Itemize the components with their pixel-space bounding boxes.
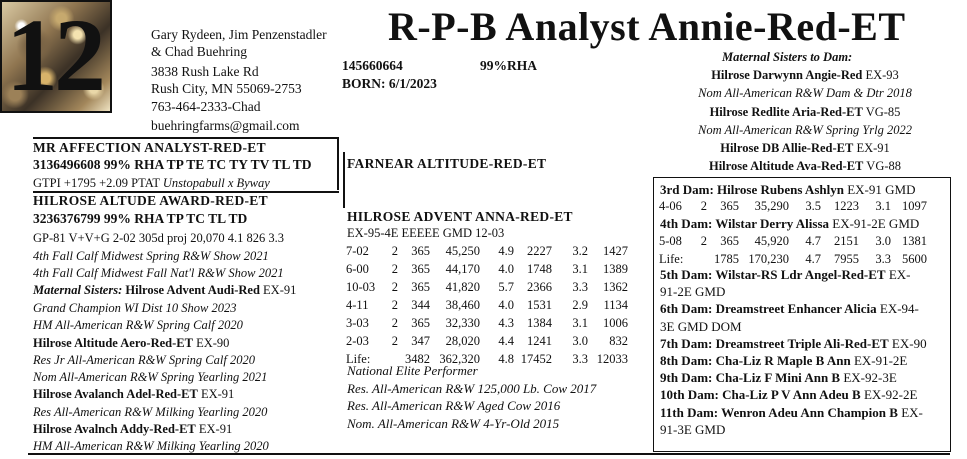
sister-name: Hilrose Avalnch Addy-Red-ET <box>33 422 196 437</box>
record-cell: 4.4 <box>498 333 514 348</box>
birth-date: BORN: 6/1/2023 <box>342 76 437 91</box>
record-cell: 4.7 <box>805 233 821 248</box>
third-dam-name: Hilrose Rubens Ashlyn <box>713 182 844 197</box>
record-cell: 28,020 <box>445 333 480 348</box>
dam-honor: 4th Fall Calf Midwest Fall Nat'l R&W Show 2021 <box>33 266 284 280</box>
record-cell: 1427 <box>603 243 628 258</box>
maternal-sister-entry <box>660 157 950 175</box>
consignor-city: Rush City, MN 55069-2753 <box>151 81 302 96</box>
record-cell: 4-11 <box>346 297 369 312</box>
record-cell: 365 <box>411 279 430 294</box>
record-cell: 4.7 <box>805 251 821 266</box>
lot-number: 12 <box>6 0 102 113</box>
record-row <box>346 278 628 296</box>
record-cell: 3.0 <box>572 333 588 348</box>
record-cell: 3.5 <box>805 198 821 213</box>
record-row <box>659 232 927 250</box>
record-cell: 2 <box>391 261 398 276</box>
record-cell: 365 <box>411 315 430 330</box>
maternal-sisters-label: Maternal Sisters: <box>33 283 123 297</box>
ancestor-score: EX-92-2E <box>860 387 918 403</box>
dam-sister-entry <box>33 335 269 352</box>
granddam-honor: Res. All-American R&W 125,000 Lb. Cow 2017 <box>347 380 597 396</box>
maternal-sister-entry <box>660 103 950 121</box>
record-cell: 1381 <box>902 233 927 248</box>
sister-honor: Nom All-American R&W Spring Yearling 2021 <box>33 370 268 385</box>
record-cell: 7955 <box>834 251 859 266</box>
granddam-name: HILROSE ADVENT ANNA-RED-ET <box>347 209 573 224</box>
record-cell: 2366 <box>527 279 552 294</box>
dam-sister-entry <box>33 421 269 438</box>
record-cell: 365 <box>720 233 739 248</box>
ancestor-score: EX-91-2E <box>850 353 908 369</box>
sire-gtpi <box>33 176 270 191</box>
sister-score: EX-90 <box>192 335 230 350</box>
granddam-honor: Nom. All-American R&W 4-Yr-Old 2015 <box>347 415 560 431</box>
record-cell: 2 <box>700 198 707 213</box>
animal-name: R-P-B Analyst Annie-Red-ET <box>388 4 906 49</box>
record-cell: 365 <box>411 261 430 276</box>
sire-top-rule <box>33 137 339 139</box>
record-cell: 17452 <box>520 351 552 366</box>
record-cell: 35,290 <box>754 198 789 213</box>
sister-honor: HM All-American R&W Spring Calf 2020 <box>33 318 243 333</box>
ancestor-name: Cha-Liz R Maple B Ann <box>712 353 851 369</box>
record-cell: 2 <box>391 333 398 348</box>
sister-score: VG-88 <box>863 159 902 174</box>
record-cell: 3.0 <box>875 233 891 248</box>
third-dam-score: EX-91 GMD <box>843 182 916 197</box>
record-cell: 2151 <box>834 233 859 248</box>
record-cell: 2 <box>391 279 398 294</box>
third-dam <box>660 181 915 198</box>
fourth-dam-score: EX-91-2E GMD <box>829 216 920 231</box>
record-row <box>346 242 628 260</box>
record-cell: 38,460 <box>445 297 480 312</box>
record-cell: 44,170 <box>445 261 480 276</box>
record-cell: 5600 <box>902 251 927 266</box>
record-cell: 45,920 <box>754 233 789 248</box>
ancestor-line <box>660 352 927 369</box>
record-cell: 2 <box>391 243 398 258</box>
ancestor-name: Dreamstreet Triple Ali-Red-ET <box>712 335 889 351</box>
bottom-rule <box>28 453 950 455</box>
record-cell: 1362 <box>603 279 628 294</box>
ancestor-score: 91-2E GMD <box>660 284 726 300</box>
granddam-honors <box>347 362 596 432</box>
record-cell: 3.3 <box>572 279 588 294</box>
record-cell: 3-03 <box>346 315 369 330</box>
sister-score: EX-93 <box>862 68 899 82</box>
sister-score: VG-85 <box>862 104 901 119</box>
ancestor-line <box>660 300 927 317</box>
record-cell: Life: <box>659 251 684 266</box>
sister-score: EX-91 <box>853 141 890 156</box>
record-cell: 4.9 <box>498 243 514 258</box>
dam-classification-record: GP-81 V+V+G 2-02 305d proj 20,070 4.1 826 3.3 <box>33 231 285 245</box>
sister-honor: Res Jr All-American R&W Spring Calf 2020 <box>33 352 255 367</box>
sister-honor: Nom All-American R&W Spring Yrlg 2022 <box>697 122 912 137</box>
dam-sister-entry <box>33 352 269 369</box>
record-cell: 2227 <box>527 243 552 258</box>
record-cell: 1384 <box>527 315 552 330</box>
record-row <box>346 314 628 332</box>
sister-name: Hilrose Darwynn Angie-Red <box>711 68 863 82</box>
sister-name: Hilrose Altitude Aero-Red-ET <box>33 335 193 350</box>
fourth-dam-label: 4th Dam: <box>660 216 713 231</box>
dam-sister-entry <box>33 386 269 403</box>
sister-name: Hilrose Avalanch Adel-Red-ET <box>33 387 198 402</box>
record-cell: 3.1 <box>875 198 891 213</box>
record-cell: 1785 <box>714 251 739 266</box>
ancestor-line <box>660 318 927 335</box>
record-cell: 4.3 <box>498 315 514 330</box>
lot-number-box <box>0 0 112 113</box>
maternal-sister-entry <box>660 84 950 102</box>
record-cell: 170,230 <box>748 251 789 266</box>
record-cell: Life: <box>346 351 371 366</box>
ancestor-label: 9th Dam: <box>660 370 713 386</box>
record-cell: 3.1 <box>572 315 588 330</box>
ancestor-label: 6th Dam: <box>660 301 713 317</box>
record-cell: 1223 <box>834 198 859 213</box>
ancestor-score: EX- <box>885 267 911 282</box>
ancestry-lines <box>660 266 927 438</box>
record-cell: 365 <box>720 198 739 213</box>
record-cell: 3.2 <box>572 243 588 258</box>
record-cell: 2 <box>391 297 398 312</box>
sire-gtpi-values: GTPI +1795 +2.09 PTAT <box>33 176 163 190</box>
fourth-dam-record <box>659 232 927 268</box>
granddam-honor: National Elite Performer <box>347 363 478 378</box>
record-cell: 1134 <box>603 297 628 312</box>
ancestor-line <box>660 369 927 386</box>
dam-sister-entry <box>33 300 269 317</box>
maternal-sister-entry <box>660 66 950 84</box>
ancestor-score: EX-90 <box>888 335 927 351</box>
record-cell: 5.7 <box>498 279 514 294</box>
sister-honor: Res All-American R&W Milking Yearling 2020 <box>33 404 268 419</box>
ancestor-line <box>660 283 927 300</box>
dam-maternal-sisters <box>33 283 296 298</box>
record-cell: 1097 <box>902 198 927 213</box>
record-cell: 10-03 <box>346 279 376 294</box>
ancestor-score: 3E GMD DOM <box>660 318 742 334</box>
record-cell: 12033 <box>596 351 628 366</box>
sister-score: EX-91 <box>195 422 233 437</box>
sire-pedigree: Unstopabull x Byway <box>162 176 270 190</box>
record-cell: 2 <box>391 315 398 330</box>
registration-number: 145660664 <box>342 58 403 73</box>
record-cell: 41,820 <box>445 279 480 294</box>
maternal-sister-entry <box>660 121 950 139</box>
sister-name: Hilrose Altitude Ava-Red-ET <box>708 159 864 174</box>
consignor-names-2: & Chad Buehring <box>151 44 247 59</box>
record-row <box>346 296 628 314</box>
ancestor-name: Dreamstreet Enhancer Alicia <box>712 301 877 317</box>
record-cell: 1531 <box>527 297 552 312</box>
ancestor-name: Wilstar-RS Ldr Angel-Red-ET <box>712 267 886 282</box>
record-cell: 45,250 <box>445 243 480 258</box>
ancestor-line <box>660 266 927 283</box>
record-cell: 4.0 <box>498 261 514 276</box>
sister-honor: Nom All-American R&W Dam & Dtr 2018 <box>698 86 912 101</box>
consignor-names: Gary Rydeen, Jim Penzenstadler <box>151 27 327 42</box>
ancestor-name: Cha-Liz P V Ann Adeu B <box>718 387 861 403</box>
record-cell: 2-03 <box>346 333 369 348</box>
record-cell: 1389 <box>603 261 628 276</box>
ancestor-line <box>660 335 927 352</box>
record-cell: 4.8 <box>498 351 514 366</box>
maternal-sister-entry <box>660 139 950 157</box>
ancestor-score: EX- <box>897 404 923 420</box>
ancestor-score: EX-94- <box>876 301 919 317</box>
granddam-honor: Res. All-American R&W Aged Cow 2016 <box>347 398 561 413</box>
ancestor-line <box>660 421 927 438</box>
ancestor-name: Cha-Liz F Mini Ann B <box>712 370 841 386</box>
record-cell: 3.3 <box>875 251 891 266</box>
granddam-classification: EX-95-4E EEEEE GMD 12-03 <box>347 226 505 240</box>
maternal-sister-score: EX-91 <box>259 283 297 297</box>
record-cell: 32,330 <box>445 315 480 330</box>
sister-name: Hilrose Redlite Aria-Red-ET <box>709 104 863 119</box>
record-cell: 2 <box>700 233 707 248</box>
fourth-dam-name: Wilstar Derry Alissa <box>712 216 829 231</box>
consignor-address: 3838 Rush Lake Rd <box>151 64 259 79</box>
dam-registration: 3236376799 99% RHA TP TC TL TD <box>33 211 248 226</box>
dam-name: HILROSE ALTUDE AWARD-RED-ET <box>33 193 268 208</box>
dam-sister-entry <box>33 404 269 421</box>
record-cell: 4-06 <box>659 198 682 213</box>
record-cell: 347 <box>411 333 430 348</box>
sire-of-dam-rule <box>343 152 345 208</box>
record-cell: 5-08 <box>659 233 682 248</box>
consignor-phone: 763-464-2333-Chad <box>151 99 261 114</box>
ancestor-score: 91-3E GMD <box>660 421 726 437</box>
sire-name: MR AFFECTION ANALYST-RED-ET <box>33 140 266 155</box>
ancestor-score: EX-92-3E <box>840 370 897 386</box>
record-cell: 7-02 <box>346 243 369 258</box>
record-row <box>346 332 628 350</box>
ancestor-label: 11th Dam: <box>660 404 719 420</box>
record-cell: 6-00 <box>346 261 369 276</box>
sire-registration: 3136496608 99% RHA TP TE TC TY TV TL TD <box>33 157 312 172</box>
ancestor-line <box>660 386 927 403</box>
record-cell: 1241 <box>527 333 552 348</box>
ancestor-label: 10th Dam: <box>660 387 719 403</box>
maternal-sisters-to-dam-list <box>660 66 950 176</box>
ancestor-label: 5th Dam: <box>660 267 713 282</box>
sister-honor: HM All-American R&W Milking Yearling 2020 <box>33 439 269 454</box>
record-row <box>659 197 927 215</box>
ancestor-label: 7th Dam: <box>660 335 713 351</box>
dam-maternal-sisters-list <box>33 300 269 456</box>
record-cell: 2.9 <box>572 297 588 312</box>
ancestor-line <box>660 404 927 421</box>
dam-honor: 4th Fall Calf Midwest Spring R&W Show 2021 <box>33 249 269 263</box>
sister-honor: Grand Champion WI Dist 10 Show 2023 <box>33 301 237 315</box>
record-cell: 344 <box>411 297 430 312</box>
record-cell: 1748 <box>527 261 552 276</box>
ancestor-name: Wenron Adeu Ann Champion B <box>718 404 898 420</box>
maternal-sister-name: Hilrose Advent Audi-Red <box>122 283 260 297</box>
rha-percent: 99%RHA <box>480 58 537 73</box>
sister-name: Hilrose DB Allie-Red-ET <box>720 141 854 156</box>
record-cell: 3.3 <box>572 351 588 366</box>
record-cell: 3.1 <box>572 261 588 276</box>
third-dam-record <box>659 197 927 215</box>
granddam-records-table <box>346 242 628 368</box>
consignor-email: buehringfarms@gmail.com <box>151 118 300 133</box>
sire-side-rule <box>337 137 339 190</box>
record-cell: 1006 <box>603 315 628 330</box>
ancestor-label: 8th Dam: <box>660 353 713 369</box>
dam-sister-entry <box>33 369 269 386</box>
record-cell: 362,320 <box>439 351 480 366</box>
record-cell: 365 <box>411 243 430 258</box>
third-dam-label: 3rd Dam: <box>660 182 714 197</box>
dam-sister-entry <box>33 317 269 334</box>
sister-score: EX-91 <box>197 387 235 402</box>
record-cell: 4.0 <box>498 297 514 312</box>
fourth-dam <box>660 215 919 232</box>
record-cell: 832 <box>609 333 628 348</box>
record-cell: 3482 <box>405 351 430 366</box>
record-row <box>346 260 628 278</box>
maternal-sisters-heading: Maternal Sisters to Dam: <box>722 50 853 64</box>
sire-of-dam-name: FARNEAR ALTITUDE-RED-ET <box>347 156 547 171</box>
